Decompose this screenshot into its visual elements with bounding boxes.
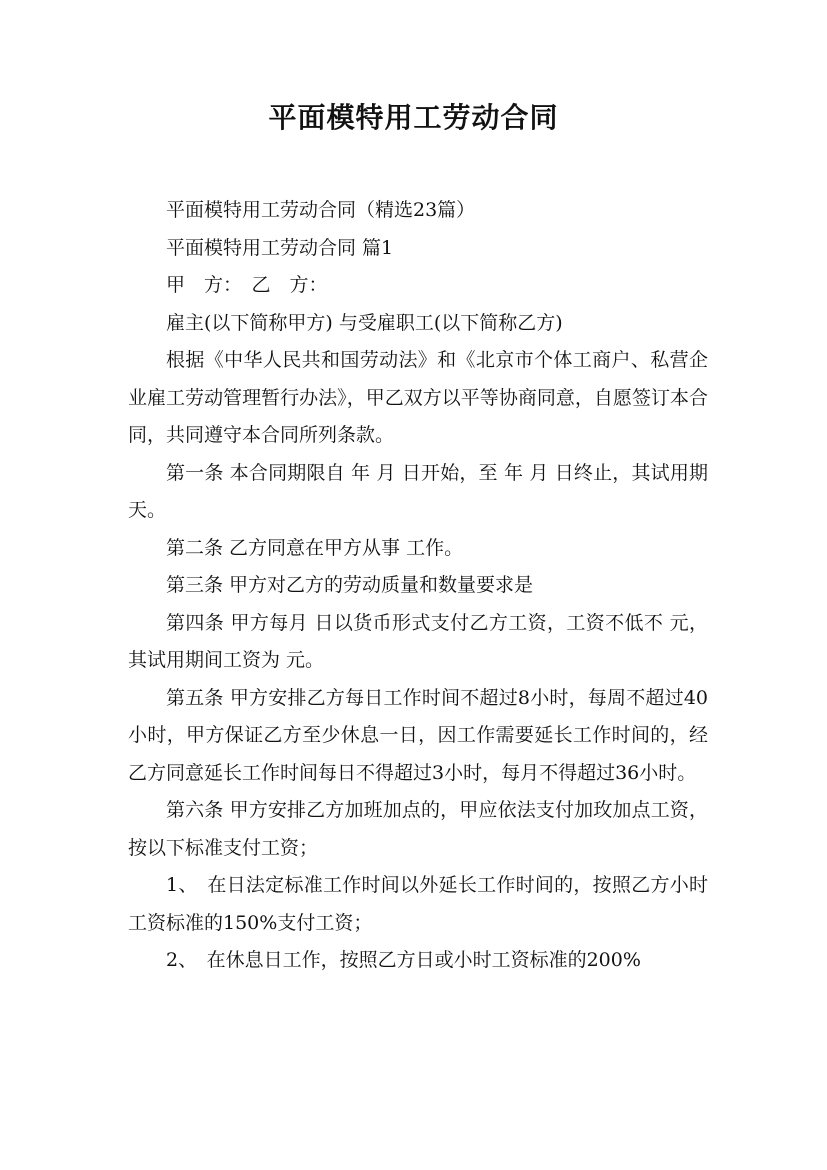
paragraph-subtitle: 平面模特用工劳动合同（精选23篇） [166,199,476,221]
paragraph-article-4: 第四条 甲方每月 日以货币形式支付乙方工资，工资不低不 元，其试用期间工资为 元。 [128,611,708,671]
paragraph-preamble: 根据《中华人民共和国劳动法》和《北京市个体工商户、私营企业雇工劳动管理暂行办法》，甲乙双方以平等协商同意，自愿签订本合同，共同遵守本合同所列条款。 [128,349,708,446]
paragraph-article-5: 第五条 甲方安排乙方每日工作时间不超过8小时，每周不超过40小时，甲方保证乙方至少休息一日，因工作需要延长工作时间的，经乙方同意延长工作时间每日不得超过3小时，每月不得超过36小时。 [128,686,708,784]
paragraph-item-2: 2、 在休息日工作，按照乙方日或小时工资标准的200% [166,949,641,971]
paragraph-article-3: 第三条 甲方对乙方的劳动质量和数量要求是 [166,574,534,596]
paragraph-party-definition: 雇主(以下简称甲方) 与受雇职工(以下简称乙方) [166,311,563,334]
paragraph-item-1: 1、 在日法定标准工作时间以外延长工作时间的，按照乙方小时工资标准的150%支付工资； [128,874,708,934]
document-title: 平面模特用工劳动合同 [268,101,559,134]
document-body [128,192,708,980]
paragraph-section-heading: 平面模特用工劳动合同 篇1 [166,236,394,259]
paragraph-parties: 甲 方： 乙 方： [166,274,328,296]
paragraph-article-6: 第六条 甲方安排乙方加班加点的，甲应依法支付加玫加点工资，按以下标准支付工资； [128,799,708,859]
paragraph-article-2: 第二条 乙方同意在甲方从事 工作。 [166,536,464,559]
paragraph-article-1: 第一条 本合同期限自 年 月 日开始，至 年 月 日终止，其试用期 天。 [128,461,708,521]
